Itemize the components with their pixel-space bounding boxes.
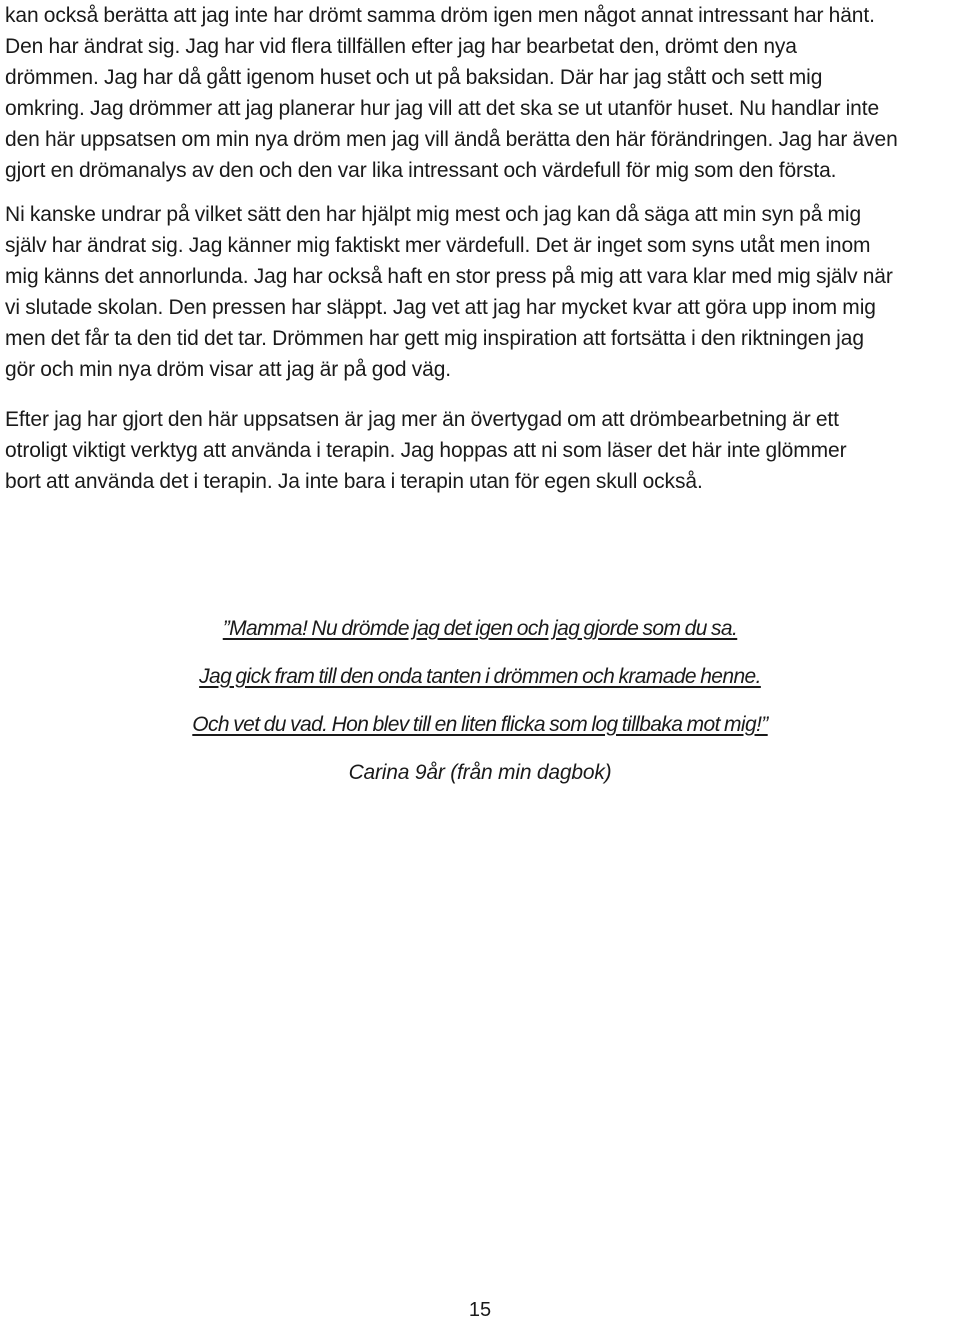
text-line: bort att använda det i terapin. Ja inte bara i terapin utan för egen skull också. [5, 470, 703, 493]
text-line: Ni kanske undrar på vilket sätt den har hjälpt mig mest och jag kan då säga att min syn på mig [5, 203, 862, 226]
text-line: vi slutade skolan. Den pressen har släppt. Jag vet att jag har mycket kvar att göra upp inom mig [5, 296, 876, 319]
paragraph-dream-change [5, 0, 955, 186]
text-line: omkring. Jag drömmer att jag planerar hur jag vill att det ska se ut utanför huset. Nu handlar inte [5, 97, 880, 120]
text-line: drömmen. Jag har då gått igenom huset och ut på baksidan. Där har jag stått och sett mig [5, 66, 823, 89]
text-line: otroligt viktigt verktyg att använda i terapin. Jag hoppas att ni som läser det här inte glömmer [5, 439, 847, 462]
text-line: den här uppsatsen om min nya dröm men jag vill ändå berätta den här förändringen. Jag har även [5, 128, 898, 151]
text-line: kan också berätta att jag inte har drömt samma dröm igen men något annat intressant har hänt. [5, 4, 875, 27]
paragraph-how-it-helped [5, 199, 955, 385]
text-line: Efter jag har gjort den här uppsatsen är jag mer än övertygad om att drömbearbetning är ett [5, 408, 839, 431]
text-line: men det får ta den tid det tar. Drömmen har gett mig inspiration att fortsätta i den riktningen jag [5, 327, 864, 350]
page-number: 15 [468, 1299, 492, 1321]
child-quote [0, 605, 960, 797]
text-line: själv har ändrat sig. Jag känner mig faktiskt mer värdefull. Det är inget som syns utåt men inom [5, 234, 871, 257]
quote-line: Och vet du vad. Hon blev till en liten flicka som log tillbaka mot mig!” [192, 713, 768, 736]
paragraph-conclusion [5, 404, 955, 497]
text-line: gjort en drömanalys av den och den var lika intressant och värdefull för mig som den första. [5, 159, 837, 182]
quote-attribution: Carina 9år (från min dagbok) [348, 761, 612, 784]
quote-line: Jag gick fram till den onda tanten i drömmen och kramade henne. [199, 665, 761, 688]
quote-line: ”Mamma! Nu drömde jag det igen och jag gjorde som du sa. [222, 617, 738, 640]
text-line: gör och min nya dröm visar att jag är på god väg. [5, 358, 452, 381]
text-line: Den har ändrat sig. Jag har vid flera tillfällen efter jag har bearbetat den, drömt den nya [5, 35, 797, 58]
text-line: mig känns det annorlunda. Jag har också haft en stor press på mig att vara klar med mig själv när [5, 265, 893, 288]
